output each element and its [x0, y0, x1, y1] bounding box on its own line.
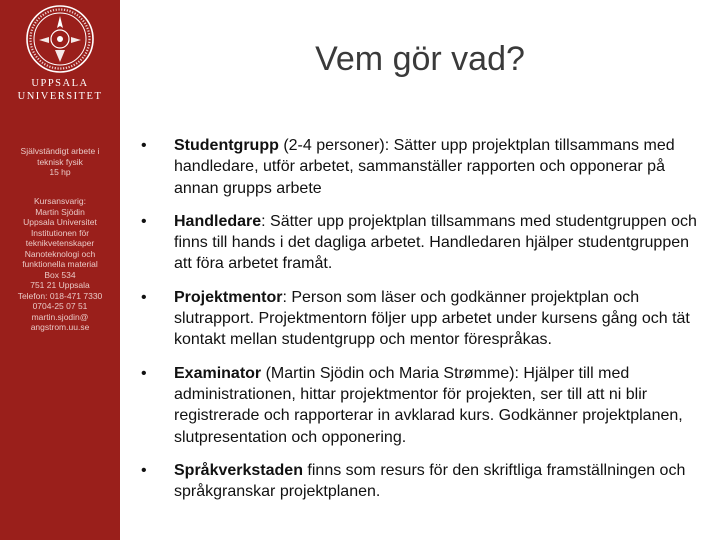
bullet-description: (2-4 personer): Sätter upp projektplan tillsammans med handledare, utför arbetet, sammanställer rapporten och opponerar på annan grupps arbete: [174, 137, 675, 197]
bullet-text: [174, 460, 700, 503]
bullet-icon: •: [141, 364, 147, 382]
course-line: Självständigt arbete i: [20, 146, 100, 156]
bullet-term: Handledare: [174, 212, 262, 230]
contact-line: Telefon: 018-471 7330: [17, 290, 103, 301]
contact-line: funktionella material: [22, 259, 98, 269]
bullet-item: [140, 135, 700, 199]
bullet-text: [174, 287, 700, 351]
sidebar: [0, 0, 120, 540]
contact-line: martin.sjodin@: [31, 311, 89, 322]
contact-line: angstrom.uu.se: [30, 322, 90, 332]
contact-line: 751 21 Uppsala: [30, 280, 90, 290]
bullet-text: [174, 135, 700, 199]
contact-line: Box 534: [44, 269, 76, 280]
course-line: teknisk fysik: [37, 156, 83, 167]
bullet-text: [174, 363, 700, 448]
bullet-item: [140, 363, 700, 448]
bullet-term: Språkverkstaden: [174, 461, 303, 479]
bullet-description: : Sätter upp projektplan tillsammans med studentgruppen och finns till hands i det dagliga arbetet. Handledaren hjälper studentgruppen att föra arbetet framåt.: [174, 212, 697, 273]
bullet-icon: •: [141, 288, 147, 306]
bullet-icon: •: [141, 137, 147, 154]
bullet-term: Examinator: [174, 364, 262, 382]
slide-title: Vem gör vad?: [315, 40, 525, 78]
bullet-item: [140, 287, 700, 351]
contact-line: Institutionen för: [30, 227, 90, 238]
contact-line: Uppsala Universitet: [23, 217, 97, 227]
bullet-term: Studentgrupp: [174, 137, 279, 154]
bullet-item: [140, 460, 700, 503]
contact-line: 0704-25 07 51: [32, 301, 88, 311]
contact-line: Martin Sjödin: [35, 206, 85, 217]
contact-line: teknikvetenskaper: [25, 238, 95, 248]
bullet-item: [140, 211, 700, 275]
course-line: 15 hp: [49, 167, 71, 177]
bullet-icon: •: [141, 461, 147, 479]
logo-text-uppsala: UPPSALA: [31, 78, 89, 89]
logo-text-universitet: UNIVERSITET: [17, 91, 103, 102]
bullet-description: finns som resurs för den skriftliga framställningen och språkgranskar projektplanen.: [174, 461, 686, 501]
bullet-description: (Martin Sjödin och Maria Strømme): Hjälper till med administrationen, hittar projektmentor för projekten, ser till att ni blir registrerade och rapporterar in avklarad kurs. Godkänner projektplanen, slutpresentation och opponering.: [174, 364, 683, 446]
bullet-description: : Person som läser och godkänner projektplan och slutrapport. Projektmentorn följer upp arbetet under kursens gång och tät kontakt mellan studentgrupp och mentor förespråkas.: [174, 288, 690, 349]
contact-info: [4, 196, 116, 333]
bullet-text: [174, 211, 700, 275]
contact-line: Nanoteknologi och: [24, 248, 96, 259]
course-info: [4, 146, 116, 178]
bullet-term: Projektmentor: [174, 288, 283, 306]
bullet-list: [140, 135, 700, 514]
bullet-icon: •: [141, 212, 147, 230]
university-seal-icon: [25, 4, 95, 74]
contact-line: Kursansvarig:: [34, 196, 86, 206]
